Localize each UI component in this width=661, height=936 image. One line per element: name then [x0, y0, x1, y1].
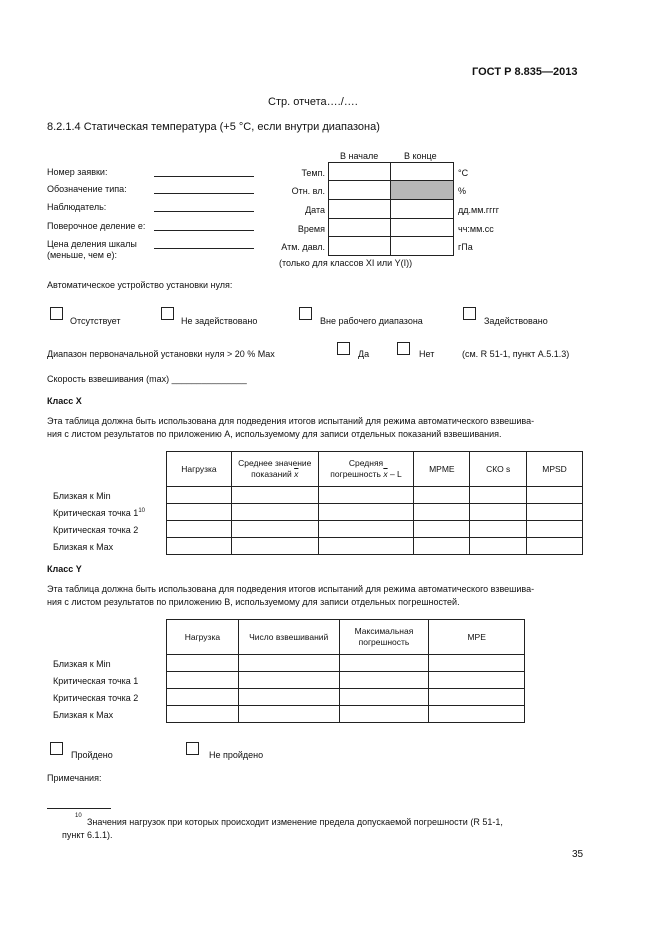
class-y-row-label: Критическая точка 1 — [53, 676, 139, 686]
cond-cell[interactable] — [329, 181, 391, 200]
class-y-row-label: Близкая к Max — [53, 710, 114, 720]
class-y-row-label: Близкая к Min — [53, 659, 111, 669]
report-page: Стр. отчета…./…. — [268, 96, 358, 108]
cond-cell[interactable] — [390, 200, 454, 219]
checkbox-not-engaged[interactable] — [161, 307, 174, 320]
table-row — [167, 706, 525, 723]
checkbox-failed[interactable] — [186, 742, 199, 755]
field-label-verification-division: Поверочное деление e: — [47, 221, 146, 231]
class-y-header-count: Число взвешиваний — [238, 620, 339, 655]
field-line-type[interactable] — [154, 193, 254, 194]
checkbox-no[interactable] — [397, 342, 410, 355]
class-x-desc-1: Эта таблица должна быть использована для подведения итогов испытаний для режима автоматического взвешива- — [47, 416, 535, 426]
failed-label: Не пройдено — [209, 750, 264, 760]
option-engaged-label: Задействовано — [484, 316, 548, 326]
class-y-header-mpe: MPE — [429, 620, 525, 655]
class-x-header-mean: Среднее значение показаний $\overline{x}$ — [231, 452, 318, 487]
cond-label-temp: Темп. — [301, 168, 325, 178]
field-line-observer[interactable] — [154, 211, 254, 212]
cond-unit-pressure: гПа — [458, 242, 473, 252]
cond-unit-date: дд.мм.гггг — [458, 205, 500, 215]
cond-cell-disabled — [390, 181, 454, 200]
cond-unit-humidity: % — [458, 186, 467, 196]
cond-cell[interactable] — [390, 163, 454, 181]
class-x-table — [166, 451, 583, 555]
class-x-row-label: Близкая к Max — [53, 542, 114, 552]
class-y-header-load: Нагрузка — [167, 620, 239, 655]
class-x-header-sko: СКО s — [470, 452, 527, 487]
field-line-scale-division[interactable] — [154, 248, 254, 249]
class-x-title: Класс X — [47, 396, 82, 406]
table-row — [167, 504, 583, 521]
col-end-label: В конце — [404, 151, 437, 161]
checkbox-out-of-range[interactable] — [299, 307, 312, 320]
footnote-text-2: пункт 6.1.1). — [62, 830, 113, 840]
cond-cell[interactable] — [329, 237, 391, 256]
class-y-desc-1: Эта таблица должна быть использована для подведения итогов испытаний для режима автоматического взвешива- — [47, 584, 535, 594]
class-x-header-load: Нагрузка — [167, 452, 232, 487]
option-out-of-range-label: Вне рабочего диапазона — [320, 316, 423, 326]
checkbox-absent[interactable] — [50, 307, 63, 320]
field-label-observer: Наблюдатель: — [47, 202, 107, 212]
cond-label-pressure: Атм. давл. — [281, 242, 325, 252]
class-y-title: Класс Y — [47, 564, 82, 574]
footnote-ref[interactable]: 10 — [138, 508, 145, 514]
footnote-separator — [47, 808, 111, 809]
passed-label: Пройдено — [71, 750, 113, 760]
class-x-row-label: Критическая точка $1^{10}$ — [53, 508, 145, 518]
initial-zero-label: Диапазон первоначальной установки нуля > 20 % Max — [47, 349, 275, 359]
checkbox-passed[interactable] — [50, 742, 63, 755]
footnote-text-1: Значения нагрузок при которых происходит изменение предела допускаемой погрешности (R 51-1, — [87, 817, 503, 827]
checkbox-yes[interactable] — [337, 342, 350, 355]
cond-unit-temp: °С — [458, 168, 469, 178]
class-x-desc-2: ния с листом результатов по приложению А, используемому для записи отдельных показаний взвешивания. — [47, 429, 502, 439]
cond-cell[interactable] — [329, 163, 391, 181]
class-y-desc-2: ния с листом результатов по приложению B, используемому для записи отдельных погрешностей. — [47, 597, 460, 607]
cond-cell[interactable] — [329, 219, 391, 237]
initial-zero-ref: (см. R 51-1, пункт А.5.1.3) — [462, 349, 570, 359]
class-x-header-error: Средняя погрешность $\overline{x}$ – L — [318, 452, 414, 487]
conditions-note: (только для классов XI или Y(I)) — [279, 258, 413, 268]
field-label-application: Номер заявки: — [47, 167, 108, 177]
option-no-label: Нет — [419, 349, 435, 359]
standard-code: ГОСТ Р 8.835—2013 — [472, 66, 578, 78]
field-line-application[interactable] — [154, 176, 254, 177]
table-row — [167, 655, 525, 672]
col-start-label: В начале — [340, 151, 379, 161]
cond-cell[interactable] — [390, 237, 454, 256]
class-x-header-mpsd: MPSD — [527, 452, 583, 487]
table-row — [167, 672, 525, 689]
footnote-mark: 10 — [75, 813, 82, 819]
class-x-header-mpme: MPME — [414, 452, 470, 487]
cond-label-date: Дата — [305, 205, 325, 215]
section-title: 8.2.1.4 Статическая температура (+5 °С, если внутри диапазона) — [47, 121, 380, 133]
table-row — [167, 521, 583, 538]
cond-cell[interactable] — [329, 200, 391, 219]
conditions-table — [328, 162, 454, 256]
option-yes-label: Да — [358, 349, 370, 359]
cond-cell[interactable] — [390, 219, 454, 237]
table-row — [167, 487, 583, 504]
cond-label-time: Время — [297, 224, 325, 234]
class-y-header-maxerr: Максимальная погрешность — [339, 620, 429, 655]
cond-label-humidity: Отн. вл. — [291, 186, 325, 196]
cond-unit-time: чч:мм.сс — [458, 224, 494, 234]
class-y-table — [166, 619, 525, 723]
field-label-scale-division: Цена деления шкалы — [47, 239, 137, 249]
field-label-scale-division-2: (меньше, чем e): — [47, 250, 117, 260]
class-y-row-label: Критическая точка 2 — [53, 693, 139, 703]
checkbox-engaged[interactable] — [463, 307, 476, 320]
speed-label: Скорость взвешивания (max) _______________ — [47, 374, 247, 384]
option-not-engaged-label: Не задействовано — [181, 316, 258, 326]
option-absent-label: Отсутствует — [70, 316, 121, 326]
field-label-type: Обозначение типа: — [47, 184, 127, 194]
table-row — [167, 689, 525, 706]
class-x-row-label: Критическая точка 2 — [53, 525, 139, 535]
zero-setting-label: Автоматическое устройство установки нуля: — [47, 280, 233, 290]
page-number: 35 — [572, 849, 584, 860]
class-x-row-label: Близкая к Min — [53, 491, 111, 501]
field-line-verification-division[interactable] — [154, 230, 254, 231]
notes-label: Примечания: — [47, 773, 102, 783]
table-row — [167, 538, 583, 555]
